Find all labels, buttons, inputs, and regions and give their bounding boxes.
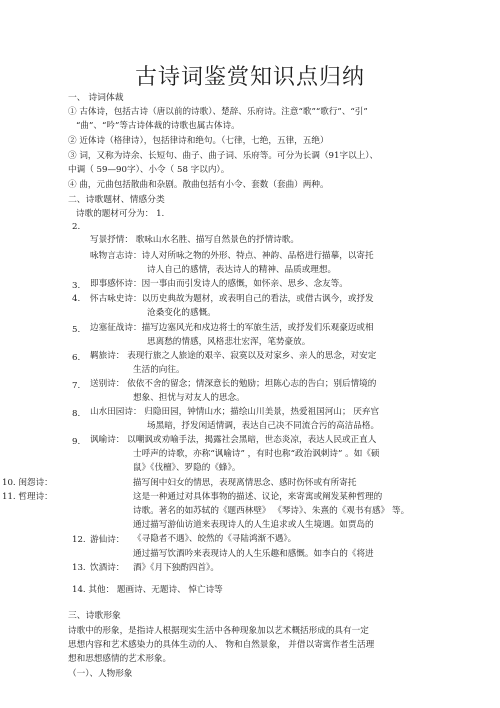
list-number: 2. [72,222,81,232]
text-line: ③ 词，又称为诗余、长短句、曲子、曲子词、乐府等。可分为长调（91字以上）、 [68,151,379,161]
list-item: 山水田园诗： 归隐田园，钟情山水；描绘山川美景，热爱祖国河山； 厌弃官 [90,407,380,417]
list-item: 送别诗： 依依不舍的留念；情深意长的勉励；坦陈心志的告白；别后情境的 [90,379,377,389]
list-number: 7. [72,381,81,391]
text-line: 诗歌中的形象，是指诗人根据现实生活中各种现象加以艺术概括形成的具有一定 [68,626,369,636]
list-item-cont: 诗歌。著名的如苏轼的《题西林壁》 《琴诗》、朱熹的《观书有感》 等。 [133,506,410,516]
list-item: 咏物言志诗：诗人对所咏之物的外形、特点、神韵、品格进行描摹，以寄托 [90,251,374,261]
list-item-label: 饮酒诗： [90,563,125,573]
list-number: 11. 哲理诗： [2,492,53,502]
text-line: ① 古体诗，包括古诗（唐以前的诗歌）、楚辞、乐府诗。注意“歌”“歌行”、“引” [68,107,368,117]
text-line: 想和思想感情的艺术形象。 [68,654,172,664]
list-item: 这是一种通过对具体事物的描述、议论，来寄寓或阐发某种哲理的 [133,492,383,502]
text-line: 思想内容和艺术感染力的具体生动的人、 物和自然景象， 并借以寄寓作者生活理 [68,640,375,650]
list-number: 4. [72,294,81,304]
subsection-heading: （一）、人物形象 [68,669,133,679]
list-item-cont: 想象、担忧与对友人的思念。 [133,393,245,403]
list-number: 5. [72,325,81,335]
section-heading-genres: 一、 诗词体裁 [68,93,124,103]
list-item: 边塞征战诗：描写边塞风光和戍边将士的军旅生活，或抒发们乐观豪迈或相 [90,323,374,333]
list-number: 6. [72,353,81,363]
list-number: 9. [72,437,81,447]
list-number: 8. [72,409,81,419]
text-line: ② 近体诗（格律诗），包括律诗和绝句。（七律，七绝，五律，五绝） [68,136,329,146]
list-item-cont: 酒》《月下独酌四首》。 [133,563,219,573]
list-item: 即事感怀诗：因一事由而引发诗人的感慨，如怀亲、思乡、念友等。 [90,279,348,289]
list-item-cont: 士呼声的诗歌，亦称“讽喻诗” ，有时也称“政治讽刺诗” 。如《硕 [133,449,380,459]
text-line: 中调（ 59—90字）、小令（ 58 字以内）。 [68,165,230,175]
list-number: 13. [72,563,86,573]
list-item: 14. 其他： 题画诗、无题诗、 悼亡诗等 [72,585,223,595]
list-number: 10. 闺怨诗： [2,478,53,488]
list-item: 通过描写游仙访道来表现诗人的人生追求或人生境遇。如贾岛的 [133,520,374,530]
list-item-cont: 思离愁的情感，风格悲壮宏浑，笔势豪放。 [147,337,311,347]
text-line: ④ 曲，元曲包括散曲和杂剧。散曲包括有小令、套数（套曲）两种。 [68,180,329,190]
list-item: 通过描写饮酒吟来表现诗人的人生乐趣和感慨。如李白的《将进 [133,549,374,559]
list-item-label: 游仙诗： [90,535,125,545]
page-title: 古诗词鉴赏知识点归纳 [134,65,365,90]
list-item-cont: 场黑暗，抒发闲适情调，表达自己决不同流合污的高洁品格。 [147,421,380,431]
list-item: 讽喻诗： 以嘲讽或劝喻手法，揭露社会黑暗，世态炎凉，表达人民或正直人 [90,435,377,445]
list-item-cont: 沧桑变化的感慨。 [147,308,216,318]
text-line: 诗歌的题材可分为： 1. [76,209,165,219]
list-item: 怀古咏史诗：以历史典故为题材，或表明自己的看法，或借古讽今，或抒发 [90,294,374,304]
text-line: “曲”、“吟”等古诗体裁的诗歌也属古体诗。 [76,121,240,131]
list-item-cont: 鼠》《伐檀》、罗隐的《蜂》。 [133,463,241,473]
list-item: 描写闺中妇女的情思，表现离情思念、感时伤怀或有所寄托 [133,478,357,488]
list-number: 12. [72,535,86,545]
list-item: 羁旅诗： 表现行旅之人旅途的艰辛、寂寞以及对家乡、亲人的思念，对安定 [90,351,377,361]
list-item-cont: 《寻隐者不遇》、皎然的《寻陆鸿渐不遇》。 [133,534,297,544]
list-number: 3. [72,281,81,291]
section-heading-imagery: 三、诗歌形象 [68,611,121,621]
section-heading-themes: 二、诗歌题材、情感分类 [68,195,165,205]
list-item-cont: 生活的向往。 [133,365,185,375]
list-item-cont: 诗人自己的感情，表达诗人的精神、品质或理想。 [147,265,337,275]
list-item: 写景抒情： 歌咏山水名胜、描写自然景色的抒情诗歌。 [90,235,299,245]
